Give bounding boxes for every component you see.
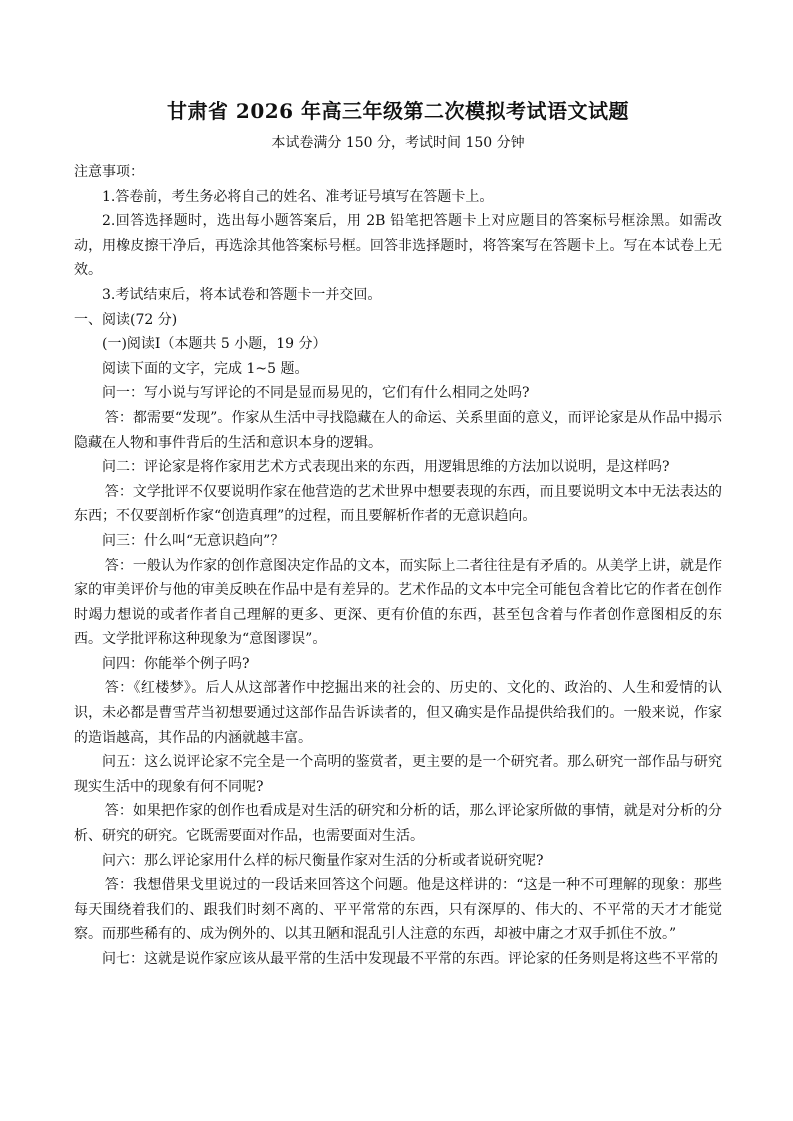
exam-title: 甘肃省 2026 年高三年级第二次模拟考试语文试题 xyxy=(166,99,630,123)
notice-item-1: 1.答卷前，考生务必将自己的姓名、准考证号填写在答题卡上。 xyxy=(102,188,494,205)
qa-paragraph: 答：如果把作家的创作也看成是对生活的研究和分析的话，那么评论家所做的事情，就是对分析的分析、研究的研究。它既需要面对作品，也需要面对生活。 xyxy=(74,803,722,845)
qa-paragraph: 问六：那么评论家用什么样的标尺衡量作家对生活的分析或者说研究呢? xyxy=(102,852,544,869)
qa-paragraph: 答：一般认为作家的创作意图决定作品的文本，而实际上二者往往是有矛盾的。从美学上讲，就是作家的审美评价与他的审美反映在作品中是有差异的。艺术作品的文本中完全可能包含着比它的作者在创作时竭力想说的或者作者自己理解的更多、更深、更有价值的东西，甚至包含着与作者创作意图相反的东西。文学批评称这种现象为“意图谬误”。 xyxy=(74,557,722,648)
qa-paragraph: 答：《红楼梦》。后人从这部著作中挖掘出来的社会的、历史的、文化的、政治的、人生和爱情的认识，未必都是曹雪芹当初想要通过这部作品告诉读者的，但又确实是作品提供给我们的。一般来说，作家的造诣越高，其作品的内涵就越丰富。 xyxy=(74,680,722,746)
qa-paragraph: 答：都需要“发现”。作家从生活中寻找隐藏在人的命运、关系里面的意义，而评论家是从作品中揭示隐藏在人物和事件背后的生活和意识本身的逻辑。 xyxy=(74,409,722,451)
notice-label: 注意事项： xyxy=(74,164,144,180)
qa-paragraph: 答：文学批评不仅要说明作家在他营造的艺术世界中想要表现的东西，而且要说明文本中无法表达的东西；不仅要剖析作家“创造真理”的过程，而且要解析作者的无意识趋向。 xyxy=(74,483,722,525)
qa-paragraph: 答：我想借果戈里说过的一段话来回答这个问题。他是这样讲的：“这是一种不可理解的现象：那些每天围绕着我们的、跟我们时刻不离的、平平常常的东西，只有深厚的、伟大的、不平常的天才才能觉察。而那些稀有的、成为例外的、以其丑陋和混乱引人注意的东西，却被中庸之才双手抓住不放。” xyxy=(74,877,722,943)
qa-paragraph: 问五：这么说评论家不完全是一个高明的鉴赏者，更主要的是一个研究者。那么研究一部作品与研究现实生活中的现象有何不同呢? xyxy=(74,754,722,795)
qa-paragraph: 问四：你能举个例子吗? xyxy=(102,655,250,672)
qa-paragraph: 问一：写小说与写评论的不同是显而易见的，它们有什么相同之处吗? xyxy=(102,385,530,402)
notice-item-3: 3.考试结束后，将本试卷和答题卡一并交回。 xyxy=(102,286,382,303)
notice-item-2: 2.回答选择题时，选出每小题答案后，用 2B 铅笔把答题卡上对应题目的答案标号框涂黑。如需改动，用橡皮擦干净后，再选涂其他答案标号框。回答非选择题时，将答案写在答题卡上。写在本试卷上无效。 xyxy=(74,213,722,279)
reading-instruction: 阅读下面的文字，完成 1~5 题。 xyxy=(102,360,309,377)
qa-paragraph: 问七：这就是说作家应该从最平常的生活中发现最不平常的东西。评论家的任务则是将这些不平常的 xyxy=(102,951,718,967)
exam-page xyxy=(74,96,722,972)
qa-paragraph: 问三：什么叫“无意识趋向”？ xyxy=(102,532,285,549)
subsection-heading-reading-1: (一)阅读Ⅰ（本题共 5 小题，19 分） xyxy=(102,336,327,353)
section-heading-reading: 一、阅读(72 分) xyxy=(74,311,178,328)
exam-subtitle: 本试卷满分 150 分，考试时间 150 分钟 xyxy=(271,135,525,151)
qa-paragraph: 问二：评论家是将作家用艺术方式表现出来的东西，用逻辑思维的方法加以说明，是这样吗? xyxy=(102,459,670,476)
